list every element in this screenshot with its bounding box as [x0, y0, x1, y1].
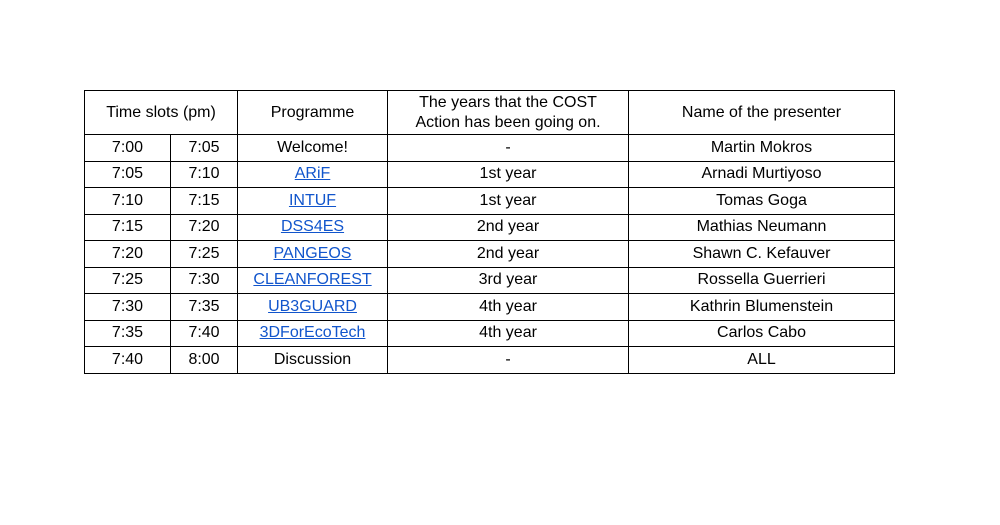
programme-cell — [238, 161, 388, 188]
start-time-cell: 7:05 — [85, 161, 171, 188]
start-time-cell: 7:10 — [85, 188, 171, 215]
table-row — [85, 135, 895, 162]
presenter-cell: Shawn C. Kefauver — [629, 241, 895, 268]
programme-link[interactable]: UB3GUARD — [268, 297, 357, 315]
year-cell: 1st year — [388, 188, 629, 215]
year-cell: 1st year — [388, 161, 629, 188]
table-row — [85, 267, 895, 294]
start-time-cell: 7:25 — [85, 267, 171, 294]
presenter-cell: Arnadi Murtiyoso — [629, 161, 895, 188]
year-cell: 2nd year — [388, 214, 629, 241]
presenter-cell: Martin Mokros — [629, 135, 895, 162]
programme-cell — [238, 135, 388, 162]
table-row — [85, 214, 895, 241]
schedule-table — [84, 90, 895, 374]
table-row — [85, 320, 895, 347]
programme-cell — [238, 320, 388, 347]
presenter-cell: Tomas Goga — [629, 188, 895, 215]
presenter-cell: ALL — [629, 347, 895, 374]
table-row — [85, 188, 895, 215]
end-time-cell: 7:10 — [171, 161, 238, 188]
start-time-cell: 7:20 — [85, 241, 171, 268]
programme-label: Discussion — [273, 350, 352, 368]
programme-cell — [238, 188, 388, 215]
table-row — [85, 294, 895, 321]
end-time-cell: 7:25 — [171, 241, 238, 268]
year-cell: 4th year — [388, 320, 629, 347]
end-time-cell: 7:40 — [171, 320, 238, 347]
presenter-cell: Rossella Guerrieri — [629, 267, 895, 294]
programme-label: Welcome! — [277, 138, 348, 156]
year-cell: - — [388, 347, 629, 374]
programme-cell — [238, 214, 388, 241]
end-time-cell: 7:30 — [171, 267, 238, 294]
year-cell: - — [388, 135, 629, 162]
start-time-cell: 7:30 — [85, 294, 171, 321]
table-row — [85, 241, 895, 268]
presenter-cell: Mathias Neumann — [629, 214, 895, 241]
programme-cell — [238, 241, 388, 268]
end-time-cell: 7:05 — [171, 135, 238, 162]
table-row — [85, 347, 895, 374]
end-time-cell: 7:20 — [171, 214, 238, 241]
year-cell: 4th year — [388, 294, 629, 321]
end-time-cell: 7:35 — [171, 294, 238, 321]
programme-cell — [238, 294, 388, 321]
programme-link[interactable]: ARiF — [294, 165, 331, 183]
programme-link[interactable]: CLEANFOREST — [253, 271, 372, 289]
programme-cell — [238, 267, 388, 294]
end-time-cell: 8:00 — [171, 347, 238, 374]
year-cell: 3rd year — [388, 267, 629, 294]
year-cell: 2nd year — [388, 241, 629, 268]
end-time-cell: 7:15 — [171, 188, 238, 215]
programme-link[interactable]: 3DForEcoTech — [259, 324, 366, 342]
presenter-cell: Kathrin Blumenstein — [629, 294, 895, 321]
header-presenter: Name of the presenter — [629, 91, 895, 135]
presenter-cell: Carlos Cabo — [629, 320, 895, 347]
header-time-slots: Time slots (pm) — [85, 91, 238, 135]
table-row — [85, 161, 895, 188]
programme-link[interactable]: DSS4ES — [280, 218, 345, 236]
start-time-cell: 7:00 — [85, 135, 171, 162]
start-time-cell: 7:15 — [85, 214, 171, 241]
start-time-cell: 7:40 — [85, 347, 171, 374]
header-years — [388, 91, 629, 135]
programme-link[interactable]: PANGEOS — [273, 244, 352, 262]
header-programme: Programme — [238, 91, 388, 135]
start-time-cell: 7:35 — [85, 320, 171, 347]
programme-cell — [238, 347, 388, 374]
programme-link[interactable]: INTUF — [288, 191, 337, 209]
schedule-body — [85, 135, 895, 374]
header-years-text: The years that the COST Action has been going on. — [415, 93, 601, 131]
header-row — [85, 91, 895, 135]
